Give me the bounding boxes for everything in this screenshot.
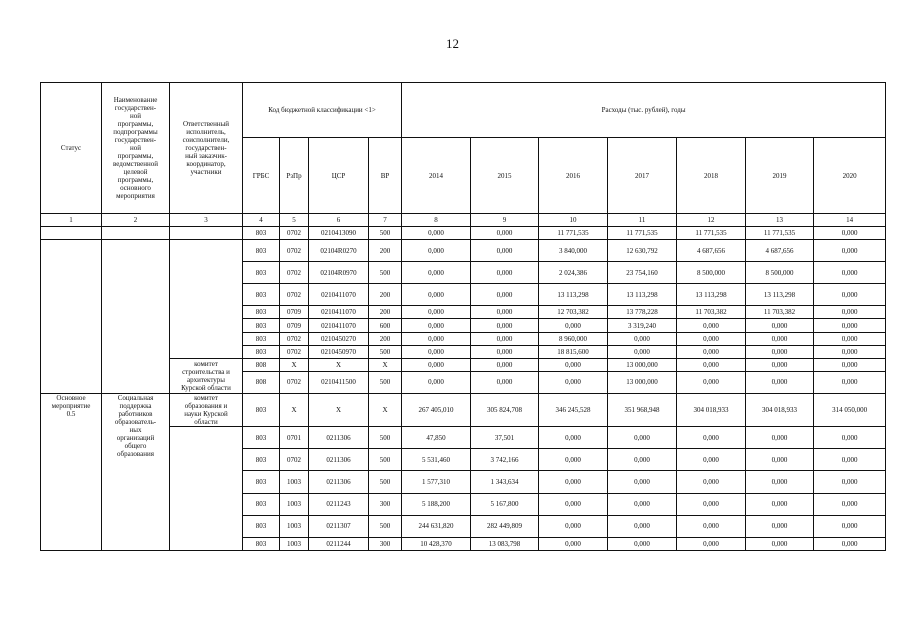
cell-value: 11 771,535 bbox=[746, 226, 814, 239]
cell-value: 0,000 bbox=[814, 493, 886, 515]
cell-value: 0,000 bbox=[539, 427, 608, 449]
cell-value: 0,000 bbox=[677, 449, 746, 471]
cell-grbs: 803 bbox=[243, 332, 280, 345]
cell-value: 0,000 bbox=[539, 493, 608, 515]
cell-value: 0,000 bbox=[471, 345, 539, 358]
cell-value: 0,000 bbox=[471, 371, 539, 393]
cell-value: 10 428,370 bbox=[402, 537, 471, 550]
cell-value: 314 050,000 bbox=[814, 393, 886, 426]
cell-value: 23 754,160 bbox=[608, 262, 677, 284]
cell-rzpr: 0701 bbox=[280, 427, 309, 449]
cell-csr: 0210413090 bbox=[309, 226, 369, 239]
cell-vr: 200 bbox=[369, 332, 402, 345]
cell-vr: 200 bbox=[369, 284, 402, 306]
cell-grbs: 803 bbox=[243, 515, 280, 537]
column-number: 6 bbox=[309, 213, 369, 226]
cell-rzpr: 0702 bbox=[280, 226, 309, 239]
cell-value: 12 630,792 bbox=[608, 239, 677, 261]
cell-value: 13 083,798 bbox=[471, 537, 539, 550]
cell-value: 244 631,820 bbox=[402, 515, 471, 537]
cell-value: 0,000 bbox=[677, 427, 746, 449]
cell-value: 37,501 bbox=[471, 427, 539, 449]
cell-csr: X bbox=[309, 393, 369, 426]
header-grbs: ГРБС bbox=[243, 138, 280, 213]
cell-value: 0,000 bbox=[402, 319, 471, 332]
cell-value: 0,000 bbox=[471, 226, 539, 239]
cell-value: 0,000 bbox=[539, 358, 608, 371]
cell-value: 13 000,000 bbox=[608, 371, 677, 393]
column-number: 1 bbox=[41, 213, 102, 226]
cell-value: 8 500,000 bbox=[677, 262, 746, 284]
cell-rzpr: 1003 bbox=[280, 515, 309, 537]
cell-grbs: 803 bbox=[243, 493, 280, 515]
cell-vr: 500 bbox=[369, 226, 402, 239]
cell-grbs: 803 bbox=[243, 537, 280, 550]
cell-grbs: 803 bbox=[243, 306, 280, 319]
cell-value: 13 113,298 bbox=[539, 284, 608, 306]
cell-value: 1 343,634 bbox=[471, 471, 539, 493]
column-number: 3 bbox=[170, 213, 243, 226]
cell-csr: 0211306 bbox=[309, 427, 369, 449]
cell-csr: 0210450270 bbox=[309, 332, 369, 345]
cell-csr: 0210411070 bbox=[309, 319, 369, 332]
table-body bbox=[41, 83, 886, 551]
cell-value: 0,000 bbox=[677, 515, 746, 537]
cell-value: 0,000 bbox=[402, 358, 471, 371]
cell-value: 0,000 bbox=[677, 537, 746, 550]
cell-value: 0,000 bbox=[746, 332, 814, 345]
cell-rzpr: 0702 bbox=[280, 332, 309, 345]
event-name: Социальная поддержка работников образователь- ных организаций общего образования bbox=[102, 393, 170, 550]
cell-value: 0,000 bbox=[746, 371, 814, 393]
cell-value: 18 815,600 bbox=[539, 345, 608, 358]
header-csr: ЦСР bbox=[309, 138, 369, 213]
cell-rzpr: 0709 bbox=[280, 319, 309, 332]
cell-value: 3 742,166 bbox=[471, 449, 539, 471]
cell-vr: 600 bbox=[369, 319, 402, 332]
cell-value: 5 167,800 bbox=[471, 493, 539, 515]
cell-vr: 500 bbox=[369, 515, 402, 537]
cell-value: 0,000 bbox=[402, 371, 471, 393]
cell-value: 11 771,535 bbox=[539, 226, 608, 239]
column-number: 4 bbox=[243, 213, 280, 226]
cell-value: 0,000 bbox=[471, 239, 539, 261]
header-year: 2019 bbox=[746, 138, 814, 213]
executor-education: комитет образования и науки Курской области bbox=[170, 393, 243, 426]
header-year: 2018 bbox=[677, 138, 746, 213]
table-row bbox=[41, 239, 886, 261]
status-cell bbox=[41, 239, 102, 393]
cell-grbs: 803 bbox=[243, 319, 280, 332]
cell-value: 0,000 bbox=[814, 332, 886, 345]
cell-value: 0,000 bbox=[814, 471, 886, 493]
cell-value: 0,000 bbox=[402, 226, 471, 239]
cell-value: 0,000 bbox=[539, 515, 608, 537]
cell-value: 0,000 bbox=[539, 471, 608, 493]
cell-value: 0,000 bbox=[746, 358, 814, 371]
header-expenses: Расходы (тыс. рублей), годы bbox=[402, 83, 886, 138]
cell-value: 11 771,535 bbox=[677, 226, 746, 239]
cell-value: 0,000 bbox=[746, 471, 814, 493]
cell-value: 0,000 bbox=[746, 493, 814, 515]
cell-vr: 300 bbox=[369, 493, 402, 515]
cell-value: 0,000 bbox=[677, 358, 746, 371]
cell-rzpr: 0702 bbox=[280, 284, 309, 306]
column-number: 13 bbox=[746, 213, 814, 226]
cell-value: 0,000 bbox=[677, 371, 746, 393]
cell-value: 0,000 bbox=[677, 493, 746, 515]
column-number: 9 bbox=[471, 213, 539, 226]
cell-grbs: 803 bbox=[243, 393, 280, 426]
budget-table bbox=[40, 82, 886, 551]
cell-value: 0,000 bbox=[814, 262, 886, 284]
cell-value: 13 113,298 bbox=[677, 284, 746, 306]
cell-rzpr: 1003 bbox=[280, 537, 309, 550]
cell-value: 0,000 bbox=[402, 239, 471, 261]
cell-value: 0,000 bbox=[402, 306, 471, 319]
page-number: 12 bbox=[446, 36, 459, 51]
cell-value: 0,000 bbox=[608, 449, 677, 471]
cell-value: 1 577,310 bbox=[402, 471, 471, 493]
status-cell bbox=[41, 226, 102, 239]
cell-value: 5 188,200 bbox=[402, 493, 471, 515]
cell-value: 3 319,240 bbox=[608, 319, 677, 332]
cell-value: 13 113,298 bbox=[608, 284, 677, 306]
cell-value: 0,000 bbox=[402, 284, 471, 306]
cell-csr: 02104R0970 bbox=[309, 262, 369, 284]
cell-rzpr: 0702 bbox=[280, 262, 309, 284]
executor-cell bbox=[170, 226, 243, 239]
cell-value: 0,000 bbox=[471, 358, 539, 371]
cell-csr: 02104R0270 bbox=[309, 239, 369, 261]
cell-csr: 0211306 bbox=[309, 449, 369, 471]
cell-value: 0,000 bbox=[539, 319, 608, 332]
cell-value: 304 018,933 bbox=[746, 393, 814, 426]
cell-value: 0,000 bbox=[814, 226, 886, 239]
cell-value: 0,000 bbox=[746, 345, 814, 358]
cell-csr: 0211243 bbox=[309, 493, 369, 515]
cell-value: 0,000 bbox=[539, 449, 608, 471]
cell-grbs: 803 bbox=[243, 471, 280, 493]
cell-value: 0,000 bbox=[814, 239, 886, 261]
cell-value: 0,000 bbox=[746, 449, 814, 471]
cell-rzpr: 0702 bbox=[280, 449, 309, 471]
cell-grbs: 803 bbox=[243, 345, 280, 358]
cell-value: 11 703,382 bbox=[677, 306, 746, 319]
header-year: 2020 bbox=[814, 138, 886, 213]
cell-value: 0,000 bbox=[746, 537, 814, 550]
cell-rzpr: 0702 bbox=[280, 239, 309, 261]
header-executor: Ответственный исполнитель, соисполнители, государствен- ный заказчик- координатор, участники bbox=[170, 83, 243, 214]
cell-value: 11 771,535 bbox=[608, 226, 677, 239]
header-status: Статус bbox=[41, 83, 102, 214]
cell-rzpr: 1003 bbox=[280, 471, 309, 493]
cell-grbs: 808 bbox=[243, 358, 280, 371]
cell-vr: X bbox=[369, 393, 402, 426]
cell-grbs: 803 bbox=[243, 239, 280, 261]
cell-value: 2 024,386 bbox=[539, 262, 608, 284]
column-number: 2 bbox=[102, 213, 170, 226]
cell-grbs: 803 bbox=[243, 427, 280, 449]
cell-value: 0,000 bbox=[471, 332, 539, 345]
cell-value: 12 703,382 bbox=[539, 306, 608, 319]
cell-value: 351 968,948 bbox=[608, 393, 677, 426]
cell-value: 47,850 bbox=[402, 427, 471, 449]
header-year: 2016 bbox=[539, 138, 608, 213]
cell-vr: 500 bbox=[369, 345, 402, 358]
cell-value: 346 245,528 bbox=[539, 393, 608, 426]
header-year: 2015 bbox=[471, 138, 539, 213]
header-rzpr: РзПр bbox=[280, 138, 309, 213]
header-row-1 bbox=[41, 83, 886, 138]
cell-grbs: 803 bbox=[243, 284, 280, 306]
cell-csr: 0210411070 bbox=[309, 284, 369, 306]
cell-value: 0,000 bbox=[814, 345, 886, 358]
program-name-cell bbox=[102, 226, 170, 239]
cell-rzpr: X bbox=[280, 393, 309, 426]
cell-rzpr: 1003 bbox=[280, 493, 309, 515]
cell-value: 0,000 bbox=[814, 537, 886, 550]
cell-rzpr: 0702 bbox=[280, 371, 309, 393]
cell-value: 0,000 bbox=[402, 262, 471, 284]
event-status: Основное мероприятие 0.5 bbox=[41, 393, 102, 550]
cell-value: 13 778,228 bbox=[608, 306, 677, 319]
cell-grbs: 808 bbox=[243, 371, 280, 393]
cell-value: 0,000 bbox=[608, 471, 677, 493]
cell-value: 4 687,656 bbox=[746, 239, 814, 261]
cell-vr: 500 bbox=[369, 471, 402, 493]
cell-csr: 0211244 bbox=[309, 537, 369, 550]
cell-value: 13 000,000 bbox=[608, 358, 677, 371]
header-program-name: Наименование государствен- ной программы, подпрограммы государствен- ной программы, ведомственной целевой программы, основного мероприятия bbox=[102, 83, 170, 214]
cell-value: 3 840,000 bbox=[539, 239, 608, 261]
cell-value: 0,000 bbox=[471, 262, 539, 284]
column-number: 12 bbox=[677, 213, 746, 226]
cell-csr: 0211306 bbox=[309, 471, 369, 493]
cell-vr: 200 bbox=[369, 239, 402, 261]
cell-value: 0,000 bbox=[814, 371, 886, 393]
header-budget-code: Код бюджетной классификации <1> bbox=[243, 83, 402, 138]
cell-csr: 0210411070 bbox=[309, 306, 369, 319]
cell-value: 0,000 bbox=[402, 345, 471, 358]
cell-vr: 500 bbox=[369, 371, 402, 393]
cell-value: 0,000 bbox=[814, 306, 886, 319]
cell-vr: 200 bbox=[369, 306, 402, 319]
cell-grbs: 803 bbox=[243, 449, 280, 471]
cell-value: 0,000 bbox=[402, 332, 471, 345]
cell-value: 11 703,382 bbox=[746, 306, 814, 319]
cell-value: 8 960,000 bbox=[539, 332, 608, 345]
column-number: 10 bbox=[539, 213, 608, 226]
cell-vr: 500 bbox=[369, 427, 402, 449]
column-number: 8 bbox=[402, 213, 471, 226]
cell-grbs: 803 bbox=[243, 226, 280, 239]
cell-csr: 0210450970 bbox=[309, 345, 369, 358]
cell-value: 0,000 bbox=[539, 371, 608, 393]
executor-cell bbox=[170, 239, 243, 358]
column-number: 5 bbox=[280, 213, 309, 226]
executor-cell bbox=[170, 427, 243, 551]
cell-value: 0,000 bbox=[608, 332, 677, 345]
cell-rzpr: 0709 bbox=[280, 306, 309, 319]
cell-value: 282 449,809 bbox=[471, 515, 539, 537]
table-row bbox=[41, 393, 886, 426]
cell-value: 267 405,010 bbox=[402, 393, 471, 426]
cell-value: 4 687,656 bbox=[677, 239, 746, 261]
cell-csr: 0211307 bbox=[309, 515, 369, 537]
cell-value: 0,000 bbox=[471, 319, 539, 332]
cell-value: 0,000 bbox=[471, 306, 539, 319]
cell-value: 13 113,298 bbox=[746, 284, 814, 306]
cell-rzpr: X bbox=[280, 358, 309, 371]
header-year: 2014 bbox=[402, 138, 471, 213]
cell-csr: 0210411500 bbox=[309, 371, 369, 393]
cell-value: 0,000 bbox=[814, 284, 886, 306]
cell-value: 0,000 bbox=[608, 427, 677, 449]
cell-value: 0,000 bbox=[608, 493, 677, 515]
column-number: 11 bbox=[608, 213, 677, 226]
cell-value: 0,000 bbox=[677, 471, 746, 493]
column-number: 14 bbox=[814, 213, 886, 226]
header-year: 2017 bbox=[608, 138, 677, 213]
cell-rzpr: 0702 bbox=[280, 345, 309, 358]
cell-value: 0,000 bbox=[746, 427, 814, 449]
cell-value: 0,000 bbox=[677, 345, 746, 358]
cell-vr: 500 bbox=[369, 262, 402, 284]
program-name-cell bbox=[102, 239, 170, 393]
cell-value: 0,000 bbox=[539, 537, 608, 550]
cell-value: 0,000 bbox=[471, 284, 539, 306]
executor-construction: комитет строительства и архитектуры Курской области bbox=[170, 358, 243, 393]
cell-vr: 500 bbox=[369, 449, 402, 471]
cell-value: 304 018,933 bbox=[677, 393, 746, 426]
cell-csr: X bbox=[309, 358, 369, 371]
cell-vr: 300 bbox=[369, 537, 402, 550]
cell-value: 0,000 bbox=[746, 515, 814, 537]
cell-value: 5 531,460 bbox=[402, 449, 471, 471]
cell-value: 0,000 bbox=[608, 515, 677, 537]
cell-vr: X bbox=[369, 358, 402, 371]
cell-value: 0,000 bbox=[814, 427, 886, 449]
cell-value: 0,000 bbox=[746, 319, 814, 332]
cell-value: 305 824,708 bbox=[471, 393, 539, 426]
cell-value: 0,000 bbox=[677, 332, 746, 345]
cell-value: 0,000 bbox=[814, 319, 886, 332]
cell-value: 0,000 bbox=[814, 515, 886, 537]
cell-value: 8 500,000 bbox=[746, 262, 814, 284]
column-number-row bbox=[41, 213, 886, 226]
cell-value: 0,000 bbox=[608, 537, 677, 550]
cell-value: 0,000 bbox=[814, 358, 886, 371]
table-row bbox=[41, 226, 886, 239]
cell-value: 0,000 bbox=[677, 319, 746, 332]
column-number: 7 bbox=[369, 213, 402, 226]
cell-value: 0,000 bbox=[608, 345, 677, 358]
header-vr: ВР bbox=[369, 138, 402, 213]
cell-value: 0,000 bbox=[814, 449, 886, 471]
cell-grbs: 803 bbox=[243, 262, 280, 284]
